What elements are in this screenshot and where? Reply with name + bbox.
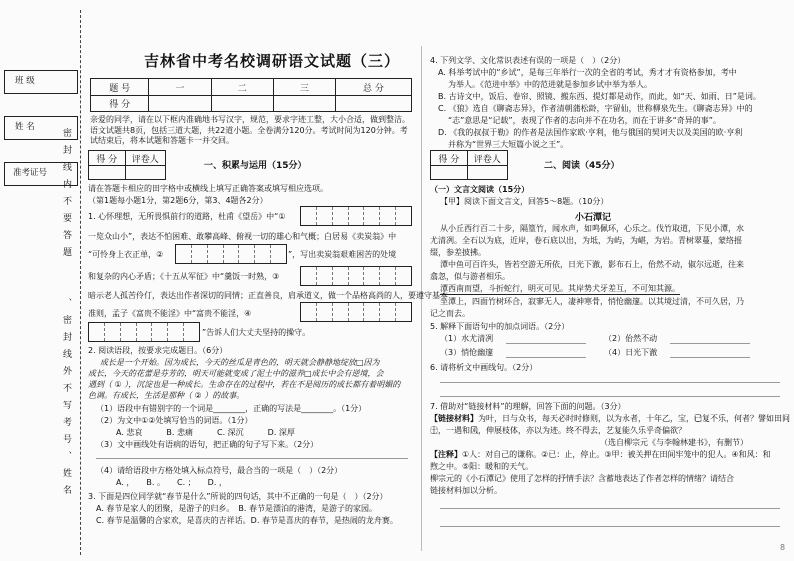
class-label: 班 级: [15, 76, 35, 86]
name-label: 姓 名: [15, 122, 35, 132]
score-row-label: 得 分: [91, 96, 149, 111]
page-number: 8: [780, 543, 786, 552]
q1-line-6: 准则，孟子《富贵不能淫》中“富贵不能淫，④: [88, 309, 252, 318]
passage-line-5: 翕忽，似与游者相乐。: [430, 272, 510, 281]
q2-title: 2. 阅读语段，按要求完成题目。（6分）: [88, 346, 228, 355]
q4-option-c2: “志”意思是“记载”，表现了作者的志向并不在功名，而在于讲多“奇异的事”。: [448, 116, 721, 125]
score-table-head-4: 三: [274, 79, 336, 95]
q2-sub-3: （3）文中画线处有语病的语句，把正确的句子写下来。（2分）: [96, 440, 319, 449]
link-text-1: 为叶，日与众书，每天必时时修则，以为永者，十年乙，宝，已⃝复不乐，何者？譬如田间: [478, 414, 790, 423]
passage-line-8: 记之而去。: [430, 309, 470, 318]
passage-title: 小石潭记: [575, 213, 612, 223]
answer-grid-3[interactable]: [300, 266, 412, 286]
q1-line-4: 和复杂的内心矛盾；《十五从军征》中“羹饭一时熟，③: [88, 272, 280, 281]
q4-title: 4. 下列文学、文化常识表述有误的一项是（ ）（2分）: [430, 56, 626, 65]
seal-note-1: 密封线内不要答题: [61, 128, 71, 264]
seal-note-2: 、密封线外不写考号、姓名: [61, 298, 71, 502]
q4-option-d2: 并称为“世界三大短篇小说之王”。: [448, 140, 569, 149]
q7-question-1: 柳宗元的《小石潭记》使用了怎样的抒情手法？含蓄地表达了作者怎样的情绪？请结合: [430, 474, 734, 483]
q5-title: 5. 解释下面语句中的加点词语。（2分）: [430, 322, 570, 331]
passage-intro: 【甲】阅读下面文言文，回答5～8题。（10分）: [440, 197, 609, 206]
q2-para-1: 成长是一个开始。因为成长，今天的丝瓜是青色的，明天就会静静地绽放□因为: [100, 358, 380, 367]
score-table: [90, 78, 412, 112]
exam-number-label: 准考证号: [13, 168, 48, 178]
q1-line-1: 1. 心怀理想，无所畏惧前行的道路，杜甫《望岳》中“①: [88, 212, 286, 221]
answer-grid-4[interactable]: [300, 302, 412, 322]
section-2-title: 二、阅读（45分）: [544, 161, 620, 171]
answer-grid-1[interactable]: [300, 206, 412, 226]
q5-answer-1[interactable]: [506, 343, 586, 344]
q5-answer-4[interactable]: [670, 357, 750, 358]
q2-sub-4-options: A. ， B. 。 C. ； D. ，: [116, 478, 227, 487]
grader-score-cell[interactable]: [431, 166, 468, 179]
score-table-head-3: 二: [212, 79, 274, 95]
q4-option-c1: C. 《狼》选自《聊斋志异》，作者清朝蒲松龄，字留仙，世称柳泉先生。《聊斋志异》中的: [438, 104, 753, 113]
q5-item-4: （4）日光下澈: [604, 348, 658, 357]
score-cell[interactable]: [336, 96, 411, 111]
note-text-1: ①人：对自己的谦称。②已：止，停止。③甲：被关押在田间牢笼中的犯人。④和风：和: [462, 450, 771, 459]
q1-line-3b: ”，写出卖炭翁艰难困苦的处境: [288, 250, 397, 259]
passage-line-1: 从小丘西行百二十步，隔篁竹，闻水声，如鸣佩环，心乐之。伐竹取道，下见小潭，水: [440, 224, 744, 233]
q3-option-cd: C. 春节是温馨的合家欢，是喜庆的吉祥话。D. 春节是喜庆的春节，是热闹的龙舟赛。: [96, 516, 398, 525]
q4-option-a1: A. 科举考试中的“乡试”，是每三年举行一次的全省的考试，秀才才有资格参加，考中: [438, 68, 737, 77]
score-cell[interactable]: [212, 96, 274, 111]
grader-name-cell[interactable]: [126, 166, 165, 179]
q1-line-3: “可怜身上衣正单，②: [88, 250, 164, 259]
part-1-title: （一）文言文阅读（15分）: [430, 185, 530, 194]
q4-option-d1: D. 《我的叔叔于勒》的作者是法国作家欧·亨利，他与俄国的契诃夫以及美国的欧·亨利: [438, 128, 743, 137]
q5-item-1: （1）水尤清冽: [440, 334, 494, 343]
grader-name-cell[interactable]: [468, 166, 507, 179]
q2-para-4: 色调。有成长，生活是那种（ ② ）的故事。: [88, 391, 245, 400]
score-table-head-1: 题 号: [91, 79, 149, 95]
link-source: （选自柳宗元《与李翰林建书》，有删节）: [600, 438, 748, 447]
q2-sub-2-options: A. 悲哀 B. 悲痛 C. 深沉 D. 深厚: [116, 428, 295, 437]
link-label: 【链接材料】: [430, 414, 478, 423]
grader-box-right: [430, 150, 508, 180]
q7-answer-line-1[interactable]: [440, 508, 780, 509]
link-text-2: 土⃝，一遇和风⃝，伸展枝体，亦以为迹。终不得去，艺复能久乐乎奇偏欲？: [430, 426, 686, 435]
grader-name-label: 评卷人: [131, 154, 159, 165]
q7-answer-line-2[interactable]: [440, 526, 780, 527]
q2-sub-2: （2）为文中①②处填写恰当的词语。（1分）: [96, 416, 253, 425]
grader-score-label: 得 分: [431, 151, 468, 165]
q4-option-b: B. 古诗文中，饭后、卷帘、照镜、搬东西、提灯都是动作，而此，如“天、如雨、日”是词。: [438, 92, 761, 101]
q2-sub-1: （1）语段中有错别字的一个词是________，正确的写法是________。（1分）: [96, 404, 367, 413]
passage-line-2: 尤清冽。全石以为底，近岸，卷石底以出，为坻，为屿，为嵁，为岩。青树翠蔓，蒙络摇: [430, 236, 742, 245]
grader-box: [88, 150, 166, 180]
seal-line: [80, 10, 81, 555]
passage-line-7: 坐潭上，四面竹树环合，寂寥无人，凄神寒骨，悄怆幽邃。以其境过清，不可久居，乃: [440, 297, 744, 306]
q4-option-a2: 为举人。《范进中举》中的范进就是参加乡试中举为举人。: [448, 80, 652, 89]
section-1-title: 一、积累与运用（15分）: [204, 161, 307, 171]
grader-name-label: 评卷人: [473, 154, 501, 165]
q1-line-7: ”告诉人们大丈夫坚持的操守。: [202, 328, 311, 337]
score-cell[interactable]: [149, 96, 211, 111]
answer-grid-4b[interactable]: [88, 322, 200, 342]
q2-sub-4: （4）请给语段中方格处填入标点符号，最合当的一项是（ ）（2分）: [96, 466, 343, 475]
q3-title: 3. 下面是四位同学就“春节是什么”所说的四句话，其中不正确的一句是（ ）（2分）: [88, 492, 388, 501]
q5-answer-2[interactable]: [670, 343, 750, 344]
answer-grid-2[interactable]: [175, 244, 287, 264]
answer-line[interactable]: [96, 458, 408, 459]
passage-line-6: 潭西南而望，斗折蛇行，明灭可见。其岸势犬牙差互，不可知其源。: [440, 284, 680, 293]
q2-para-3: 遇到（ ① ），沉淀也是一种成长。生命存在的过程中，若在不是阅历的成长都有着明媚的: [88, 380, 401, 389]
q7-title: 7. 借助对“链接材料”的理解，回答下面的问题。（3分）: [430, 402, 626, 411]
note-label: 【注释】: [430, 450, 462, 459]
score-table-head-5: 总 分: [363, 83, 384, 94]
q5-answer-3[interactable]: [506, 357, 586, 358]
instruction-2: （第1题每小题1分，第2题6分，第3、4题各2分）: [88, 196, 268, 205]
q2-para-2: 成长，今天的花蕾是芬芳的，明天可能就变成了泥土中的滋养□成长中会有逆境，会: [88, 369, 384, 378]
q6-title: 6. 请将析文中画线句。（2分）: [430, 363, 538, 372]
passage-line-3: 缀，参差披拂。: [430, 248, 486, 257]
grader-score-cell[interactable]: [89, 166, 126, 179]
score-table-head-2: 一: [149, 79, 211, 95]
q5-item-2: （2）佁然不动: [604, 334, 658, 343]
q1-line-5: 暗示老人孤苦伶仃，表达出作者深切的同情；正直善良，肩承道义，做一个品格高尚的人，要遵守基本: [88, 291, 448, 300]
intro-line-1: 亲爱的同学，请在以下框内准确地书写汉字，规范，要求字迹工整，大小合适，做到整洁。: [90, 115, 410, 124]
q7-question-2: 链接材料加以分析。: [430, 486, 502, 495]
instruction-1: 请在答题卡相应的田字格中或横线上填写正确答案或填写相应选项。: [88, 184, 328, 193]
q6-answer-line-1[interactable]: [440, 382, 780, 383]
passage-line-4: 潭中鱼可百许头，皆若空游无所依，日光下澈，影布石上，佁然不动，俶尔远逝，往来: [440, 260, 744, 269]
grader-score-label: 得 分: [89, 151, 126, 165]
note-text-2: 煦之中。⑤阳：暖和的天气。: [430, 462, 534, 471]
page-title: 吉林省中考名校调研语文试题（三）: [144, 52, 401, 70]
score-cell[interactable]: [274, 96, 336, 111]
class-field[interactable]: [4, 70, 78, 94]
q6-answer-line-2[interactable]: [440, 396, 780, 397]
q5-item-3: （3）悄怆幽邃: [440, 348, 494, 357]
intro-line-2: 语文试题共8页，包括三道大题，共22道小题。全卷满分120分。考试时间为120分钟。考试结束后，将本试题和答题卡一并交回。: [90, 126, 408, 145]
q1-line-2: 一览众山小”，表达不怕困难、敢攀高峰、俯视一切的雄心和气概；白居易《卖炭翁》中: [88, 232, 397, 241]
q3-option-ab: A. 春节是家人的团聚，是游子的归乡。 B. 春节是漂泊的港湾，是游子的家园。: [96, 504, 377, 513]
